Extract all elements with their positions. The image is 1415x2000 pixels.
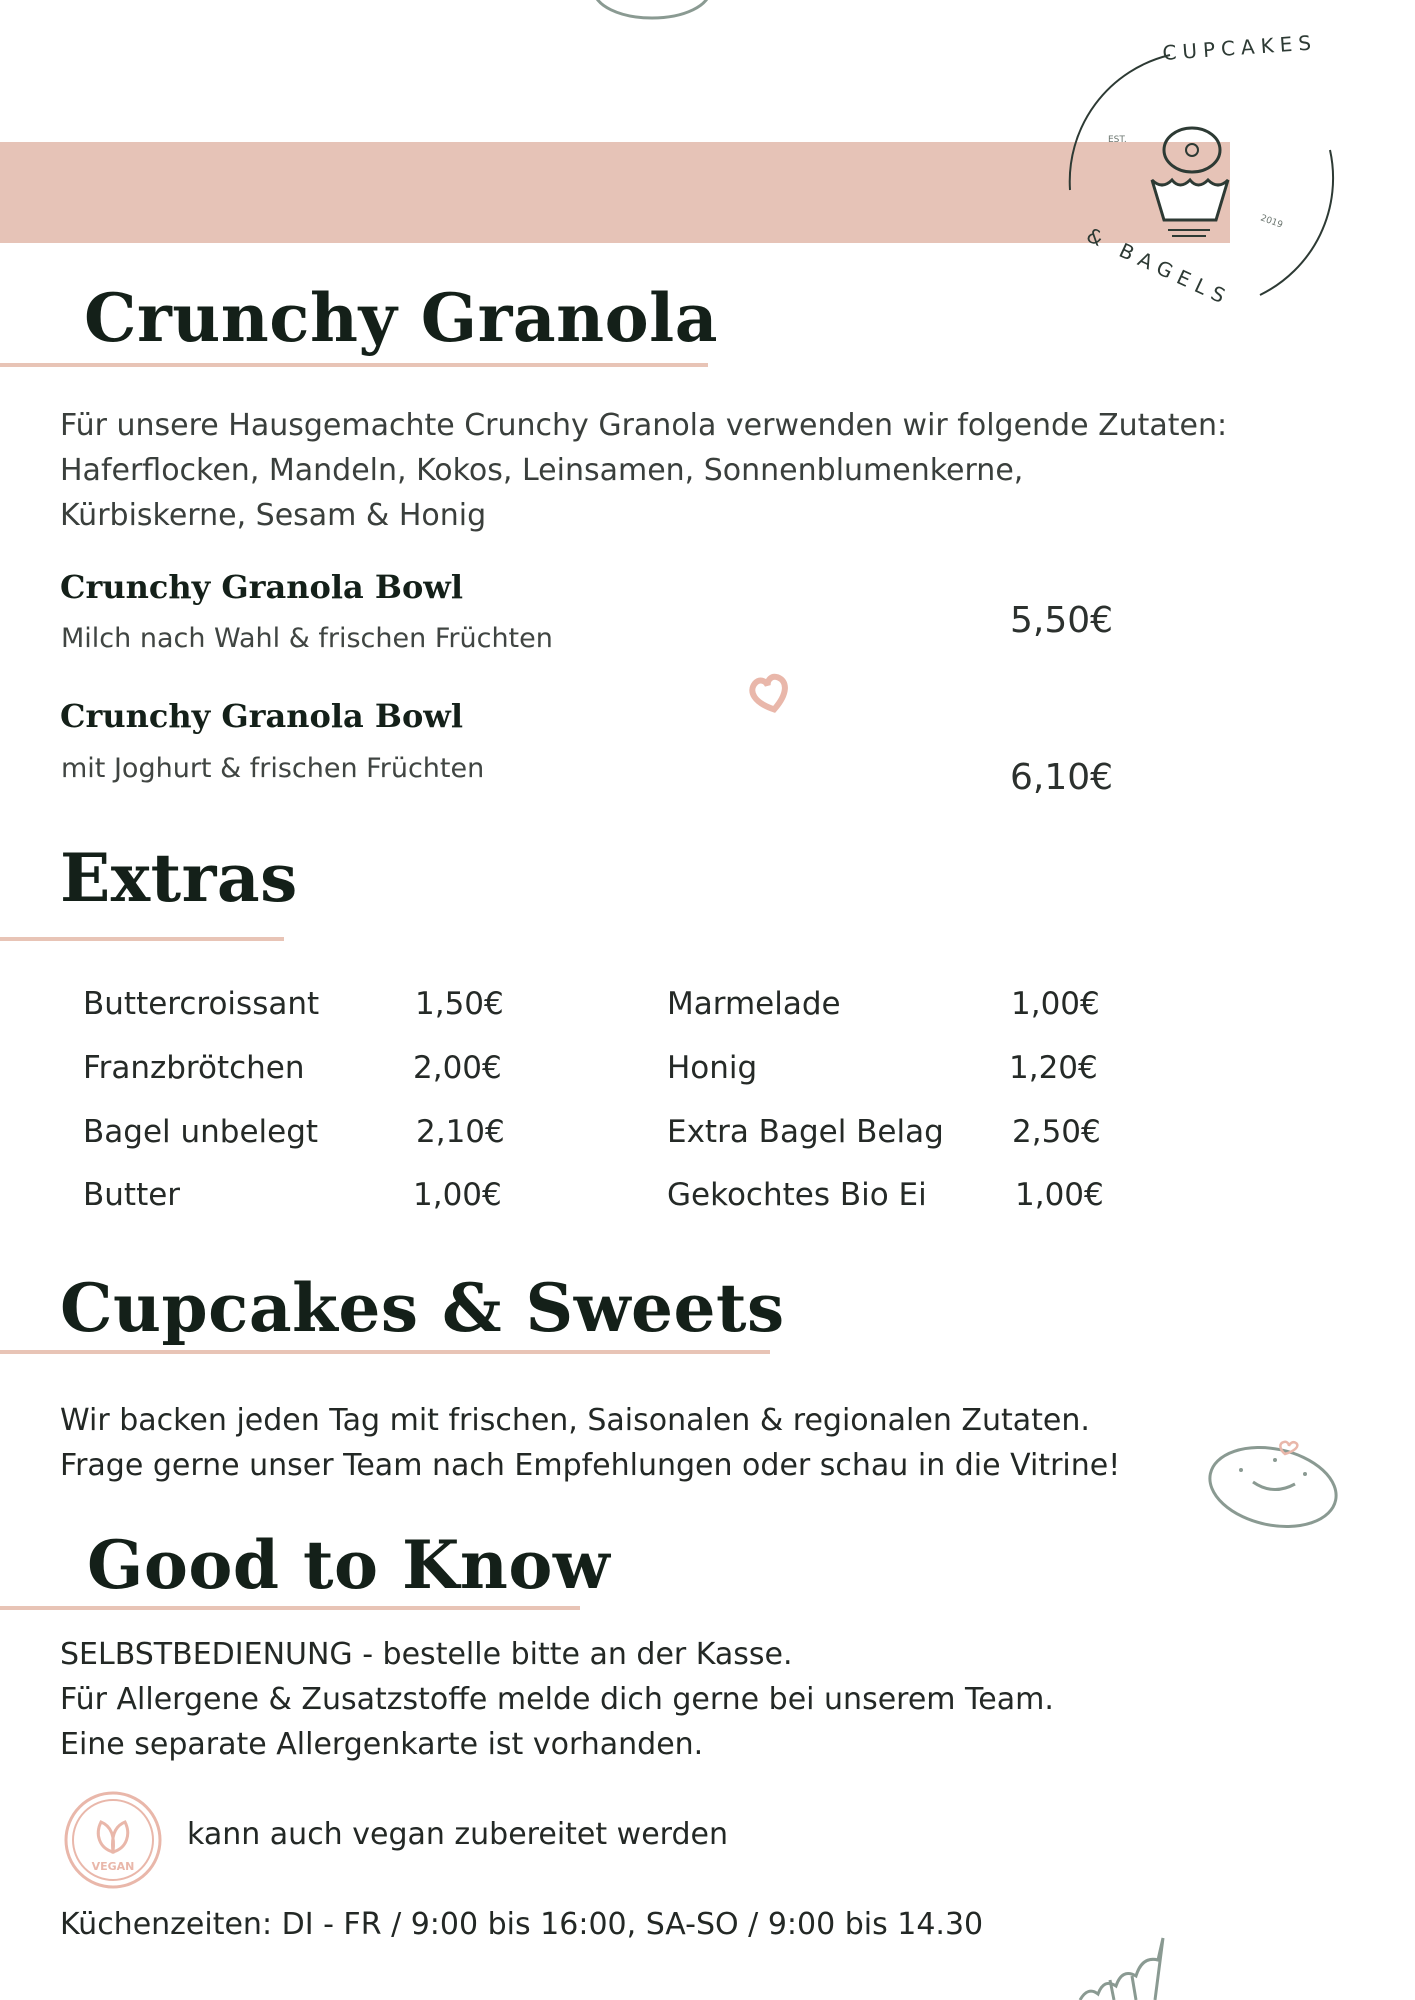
extra-name: Butter [83, 1177, 181, 1213]
svg-text:CUPCAKES: CUPCAKES [1161, 30, 1318, 65]
granola-intro-line: Kürbiskerne, Sesam & Honig [60, 498, 487, 533]
good-to-know-text [60, 1632, 1054, 1767]
granola-title-underline [0, 363, 708, 367]
extra-name: Honig [667, 1050, 758, 1086]
menu-item-desc: Milch nach Wahl & frischen Früchten [61, 623, 553, 654]
menu-item-name: Crunchy Granola Bowl [60, 568, 463, 606]
extras-title: Extras [60, 839, 298, 917]
extra-name: Franzbrötchen [83, 1050, 305, 1086]
info-line: Für Allergene & Zusatzstoffe melde dich gerne bei unserem Team. [60, 1682, 1054, 1717]
granola-intro-line: Für unsere Hausgemachte Crunchy Granola verwenden wir folgende Zutaten: [60, 408, 1228, 443]
extra-name: Bagel unbelegt [83, 1114, 319, 1150]
extra-price: 1,00€ [1011, 986, 1100, 1022]
sweets-title: Cupcakes & Sweets [60, 1269, 785, 1347]
vegan-note: kann auch vegan zubereitet werden [187, 1817, 728, 1852]
extra-price: 2,10€ [416, 1114, 505, 1150]
sweets-title-underline [0, 1350, 770, 1354]
extra-price: 1,00€ [1015, 1177, 1104, 1213]
menu-item-price: 6,10€ [1010, 757, 1114, 798]
extra-price: 2,50€ [1012, 1114, 1101, 1150]
granola-intro-line: Haferflocken, Mandeln, Kokos, Leinsamen, Sonnenblumenkerne, [60, 453, 1024, 488]
header-band [0, 142, 1230, 243]
info-line: Eine separate Allergenkarte ist vorhanden. [60, 1727, 704, 1762]
svg-text:2019: 2019 [1258, 213, 1284, 231]
extra-price: 1,50€ [415, 986, 504, 1022]
logo-badge [1060, 30, 1350, 320]
menu-item-desc: mit Joghurt & frischen Früchten [61, 753, 485, 784]
extra-name: Gekochtes Bio Ei [667, 1177, 927, 1213]
svg-text:& BAGELS: & BAGELS [1082, 222, 1236, 311]
logo-text-bottom [1083, 223, 1235, 311]
extra-name: Marmelade [667, 986, 841, 1022]
vegan-badge-icon [63, 1790, 163, 1890]
cupcake-doodle-icon [1070, 1920, 1210, 2000]
extra-price: 1,00€ [413, 1177, 502, 1213]
menu-item-price: 5,50€ [1010, 600, 1114, 641]
kitchen-hours: Küchenzeiten: DI - FR / 9:00 bis 16:00, SA-SO / 9:00 bis 14.30 [60, 1907, 984, 1942]
extras-title-underline [0, 937, 284, 941]
granola-title: Crunchy Granola [84, 279, 719, 357]
heart-icon [746, 670, 794, 718]
bagel-doodle-icon [592, 0, 722, 50]
extra-price: 1,20€ [1009, 1050, 1098, 1086]
menu-item-name: Crunchy Granola Bowl [60, 697, 463, 735]
svg-text:VEGAN: VEGAN [91, 1860, 135, 1873]
good-to-know-title: Good to Know [87, 1526, 611, 1604]
bagel-doodle-icon [1205, 1440, 1345, 1535]
granola-intro [60, 403, 1227, 538]
cupcake-bagel-icon [1152, 128, 1228, 236]
sweets-line: Wir backen jeden Tag mit frischen, Saisonalen & regionalen Zutaten. [60, 1403, 1090, 1438]
good-to-know-underline [0, 1606, 580, 1610]
extra-price: 2,00€ [413, 1050, 502, 1086]
logo-text-top [1162, 30, 1318, 65]
sweets-line: Frage gerne unser Team nach Empfehlungen oder schau in die Vitrine! [60, 1448, 1121, 1483]
svg-text:EST.: EST. [1108, 135, 1127, 145]
extra-name: Extra Bagel Belag [667, 1114, 944, 1150]
sweets-text [60, 1398, 1120, 1488]
info-line: SELBSTBEDIENUNG - bestelle bitte an der Kasse. [60, 1637, 793, 1672]
extra-name: Buttercroissant [83, 986, 320, 1022]
